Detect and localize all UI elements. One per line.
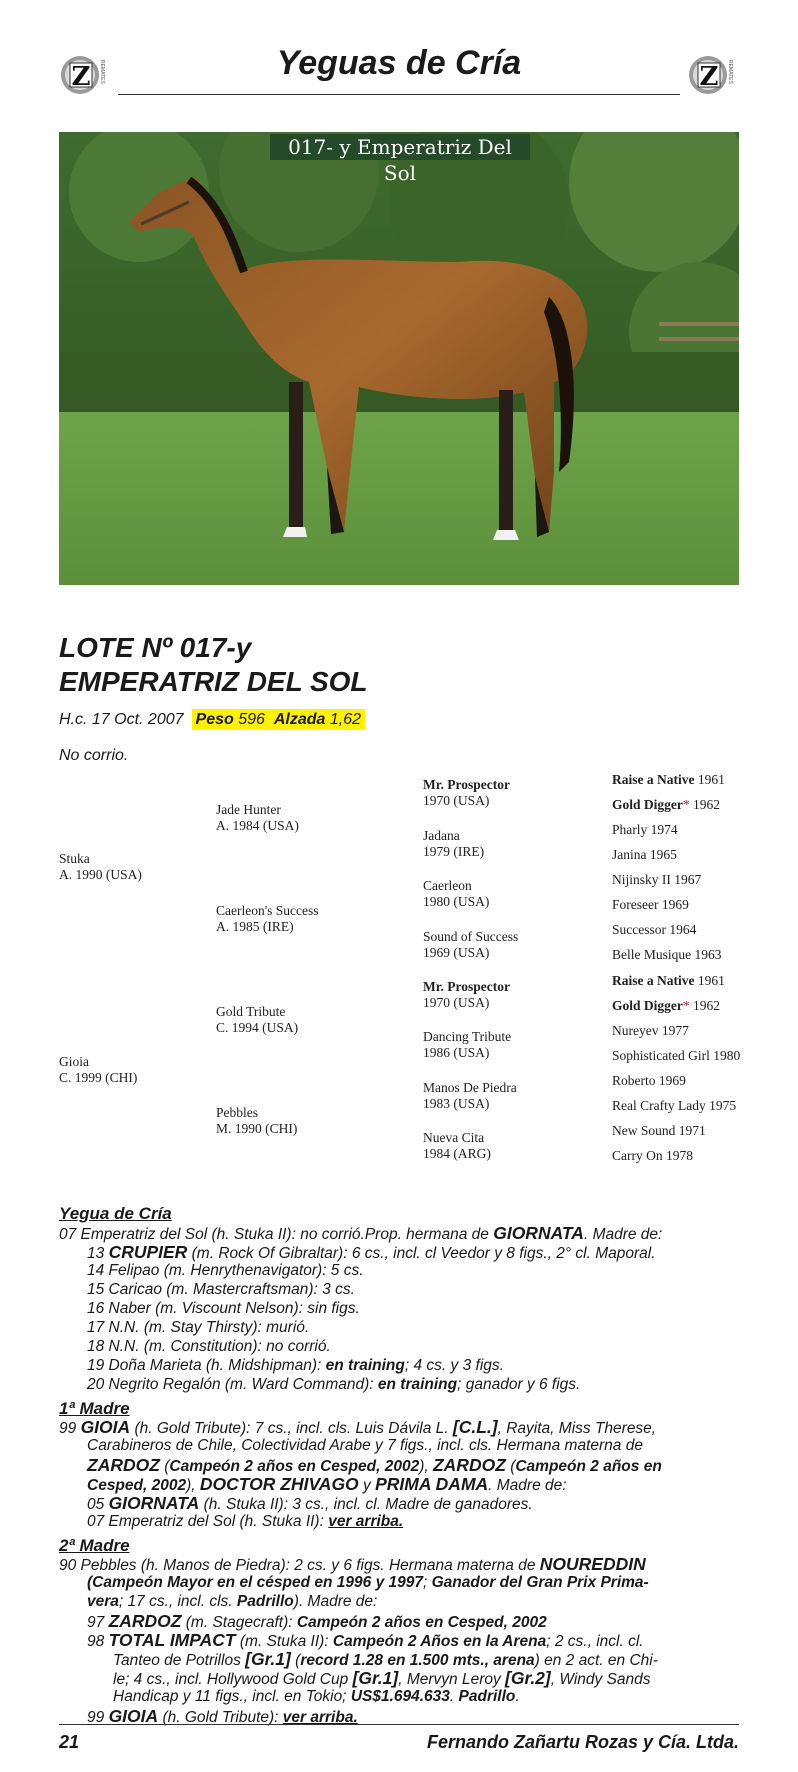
section-madre1-title: 1ª Madre [59,1399,130,1418]
race-status: No corrio. [59,747,129,764]
madre2-line: 98 TOTAL IMPACT (m. Stuka II): Campeón 2 Años en la Arena; 2 cs., incl. cl. [87,1630,644,1650]
pedigree-gen4: Belle Musique 1963 [612,947,722,962]
pedigree-gen3: Mr. Prospector 1970 (USA) [423,777,510,808]
logo-text: REMATES [727,60,733,84]
produce-line: 17 N.N. (m. Stay Thirsty): murió. [87,1319,310,1336]
produce-line: 16 Naber (m. Viscount Nelson): sin figs. [87,1300,360,1317]
lote-name: EMPERATRIZ DEL SOL [59,666,368,697]
pedigree-gen4: Foreseer 1969 [612,897,689,912]
pedigree-gen4: Pharly 1974 [612,822,678,837]
madre1-line: 07 Emperatriz del Sol (h. Stuka II): ver arriba. [87,1513,404,1530]
madre1-line: 05 GIORNATA (h. Stuka II): 3 cs., incl. cl. Madre de ganadores. [87,1493,533,1513]
madre1-line: ZARDOZ (Campeón 2 años en Cesped, 2002), ZARDOZ (Campeón 2 años en [87,1455,662,1475]
pedigree-gen4: New Sound 1971 [612,1123,706,1138]
footer-rule [59,1724,739,1725]
lote-number: LOTE Nº 017-y [59,632,252,663]
birth-date: H.c. 17 Oct. 2007 [59,711,184,728]
madre2-line: (Campeón Mayor en el césped en 1996 y 1997; Ganador del Gran Prix Prima- [87,1574,649,1591]
pedigree-gen4: Nijinsky II 1967 [612,872,702,887]
produce-line: 18 N.N. (m. Constitution): no corrió. [87,1338,331,1355]
pedigree-gen4: Raise a Native 1961 [612,973,725,988]
pedigree-gen4: Real Crafty Lady 1975 [612,1098,737,1113]
produce-line: 13 CRUPIER (m. Rock Of Gibraltar): 6 cs., incl. cl Veedor y 8 figs., 2° cl. Maporal. [87,1242,656,1262]
pedigree-gen3: Sound of Success 1969 (USA) [423,929,519,960]
pedigree-gen4: Raise a Native 1961 [612,772,725,787]
produce-line: 14 Felipao (m. Henrythenavigator): 5 cs. [87,1262,364,1279]
measurements-highlight: Peso 596 Alzada 1,62 [192,709,365,730]
pedigree-gen2: Caerleon's Success A. 1985 (IRE) [216,903,319,934]
logo-letter: Z [71,62,91,92]
pedigree-gen4: Janina 1965 [612,847,677,862]
produce-line: 19 Doña Marieta (h. Midshipman): en training; 4 cs. y 3 figs. [87,1357,504,1374]
logo-right [688,52,734,98]
pedigree-gen4: Successor 1964 [612,922,697,937]
page-title: Yeguas de Cría [276,44,522,82]
pedigree-gen4: Roberto 1969 [612,1073,686,1088]
section-yegua-title: Yegua de Cría [59,1204,172,1223]
pedigree-gen4: Carry On 1978 [612,1148,693,1163]
ver-arriba-link[interactable]: ver arriba. [328,1513,404,1530]
lote-meta [59,711,365,729]
pedigree-gen3: Mr. Prospector 1970 (USA) [423,979,510,1010]
pedigree-gen4: Gold Digger* 1962 [612,998,720,1013]
pedigree-gen4: Gold Digger* 1962 [612,797,720,812]
pedigree-gen2: Jade Hunter A. 1984 (USA) [216,802,299,833]
pedigree-gen2: Gold Tribute C. 1994 (USA) [216,1004,299,1035]
page-number: 21 [59,1732,80,1752]
logo-text: REMATES [99,60,105,84]
madre2-line: 99 GIOIA (h. Gold Tribute): ver arriba. [87,1706,358,1726]
madre2-line: Handicap y 11 figs., incl. en Tokio; US$1.694.633. Padrillo. [113,1688,520,1705]
madre2-line: Tanteo de Potrillos [Gr.1] (record 1.28 en 1.500 mts., arena) en 2 act. en Chi- [113,1649,658,1669]
pedigree-dam: Gioia C. 1999 (CHI) [59,1054,138,1085]
header-rule [118,94,680,95]
section-madre2-title: 2ª Madre [59,1536,130,1555]
pedigree-gen3: Dancing Tribute 1986 (USA) [423,1029,512,1060]
madre1-line: Carabineros de Chile, Colectividad Arabe y 7 figs., incl. cls. Hermana materna de [87,1437,643,1454]
pedigree-gen2: Pebbles M. 1990 (CHI) [216,1105,298,1136]
horse-photo [59,132,739,585]
ver-arriba-link[interactable]: ver arriba. [282,1709,358,1726]
produce-line: 20 Negrito Regalón (m. Ward Command): en training; ganador y 6 figs. [87,1376,581,1393]
pedigree-gen4: Sophisticated Girl 1980 [612,1048,741,1063]
pedigree-sire: Stuka A. 1990 (USA) [59,851,142,882]
pedigree-gen3: Jadana 1979 (IRE) [423,828,485,859]
madre2-line: le; 4 cs., incl. Hollywood Gold Cup [Gr.1], Mervyn Leroy [Gr.2], Windy Sands [113,1668,651,1688]
madre2-line: vera; 17 cs., incl. cls. Padrillo). Madre de: [87,1593,378,1610]
madre1-line: Cesped, 2002), DOCTOR ZHIVAGO y PRIMA DAMA. Madre de: [87,1474,567,1494]
produce-line: 15 Caricao (m. Mastercraftsman): 3 cs. [87,1281,355,1298]
yegua-intro: 07 Emperatriz del Sol (h. Stuka II): no corrió.Prop. hermana de GIORNATA. Madre de: [59,1223,663,1243]
photo-label: 017- y Emperatriz Del Sol [270,134,530,160]
madre1-line: 99 GIOIA (h. Gold Tribute): 7 cs., incl. cls. Luis Dávila L. [C.L.], Rayita, Miss Therese, [59,1417,657,1437]
madre2-line: 90 Pebbles (h. Manos de Piedra): 2 cs. y 6 figs. Hermana materna de NOUREDDIN [59,1554,646,1574]
pedigree-gen4: Nureyev 1977 [612,1023,689,1038]
madre2-line: 97 ZARDOZ (m. Stagecraft): Campeón 2 años en Cesped, 2002 [87,1611,547,1631]
pedigree-gen3: Manos De Piedra 1983 (USA) [423,1080,517,1111]
company-name: Fernando Zañartu Rozas y Cía. Ltda. [426,1732,739,1752]
logo-letter: Z [699,62,719,92]
pedigree-gen3: Nueva Cita 1984 (ARG) [423,1130,491,1161]
pedigree-gen3: Caerleon 1980 (USA) [423,878,490,909]
